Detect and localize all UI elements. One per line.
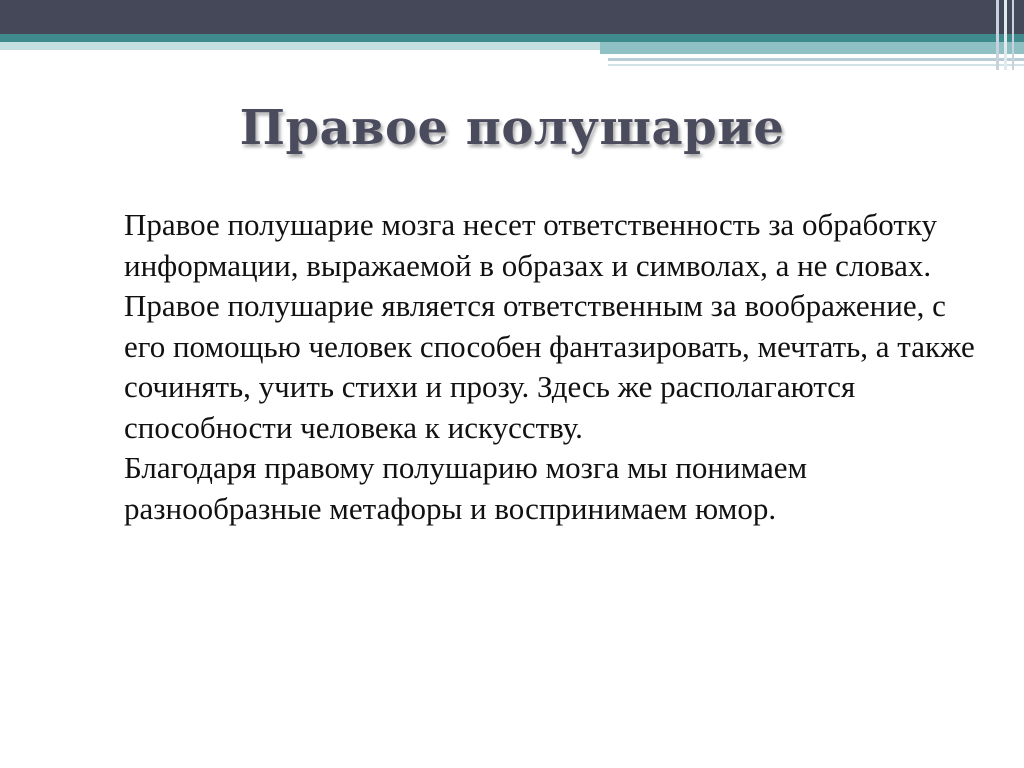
vertical-decorative-line bbox=[996, 0, 999, 70]
body-paragraph: Благодаря правому полушарию мозга мы понимаем разнообразные метафоры и воспринимаем юмор. bbox=[124, 450, 808, 526]
vertical-decorative-line bbox=[1004, 0, 1007, 70]
body-paragraph: Правое полушарие мозга несет ответственность за обработку информации, выражаемой в образах и символах, а не словах. bbox=[124, 207, 938, 283]
decorative-line bbox=[608, 64, 1024, 66]
vertical-decorative-line bbox=[1012, 0, 1014, 70]
body-paragraph: Правое полушарие является ответственным за воображение, с его помощью человек способен фантазировать, мечтать, а также сочинять, учить стихи и прозу. Здесь же располагаются способности человека к искусству. bbox=[124, 288, 975, 445]
teal-stripe bbox=[0, 34, 1024, 42]
slide-title: Правое полушарие bbox=[239, 100, 785, 156]
top-decorative-band bbox=[0, 0, 1024, 34]
teal-light-stripe bbox=[0, 42, 600, 50]
teal-mid-stripe bbox=[600, 42, 1024, 54]
slide-body bbox=[124, 205, 994, 529]
decorative-line bbox=[608, 58, 1024, 61]
